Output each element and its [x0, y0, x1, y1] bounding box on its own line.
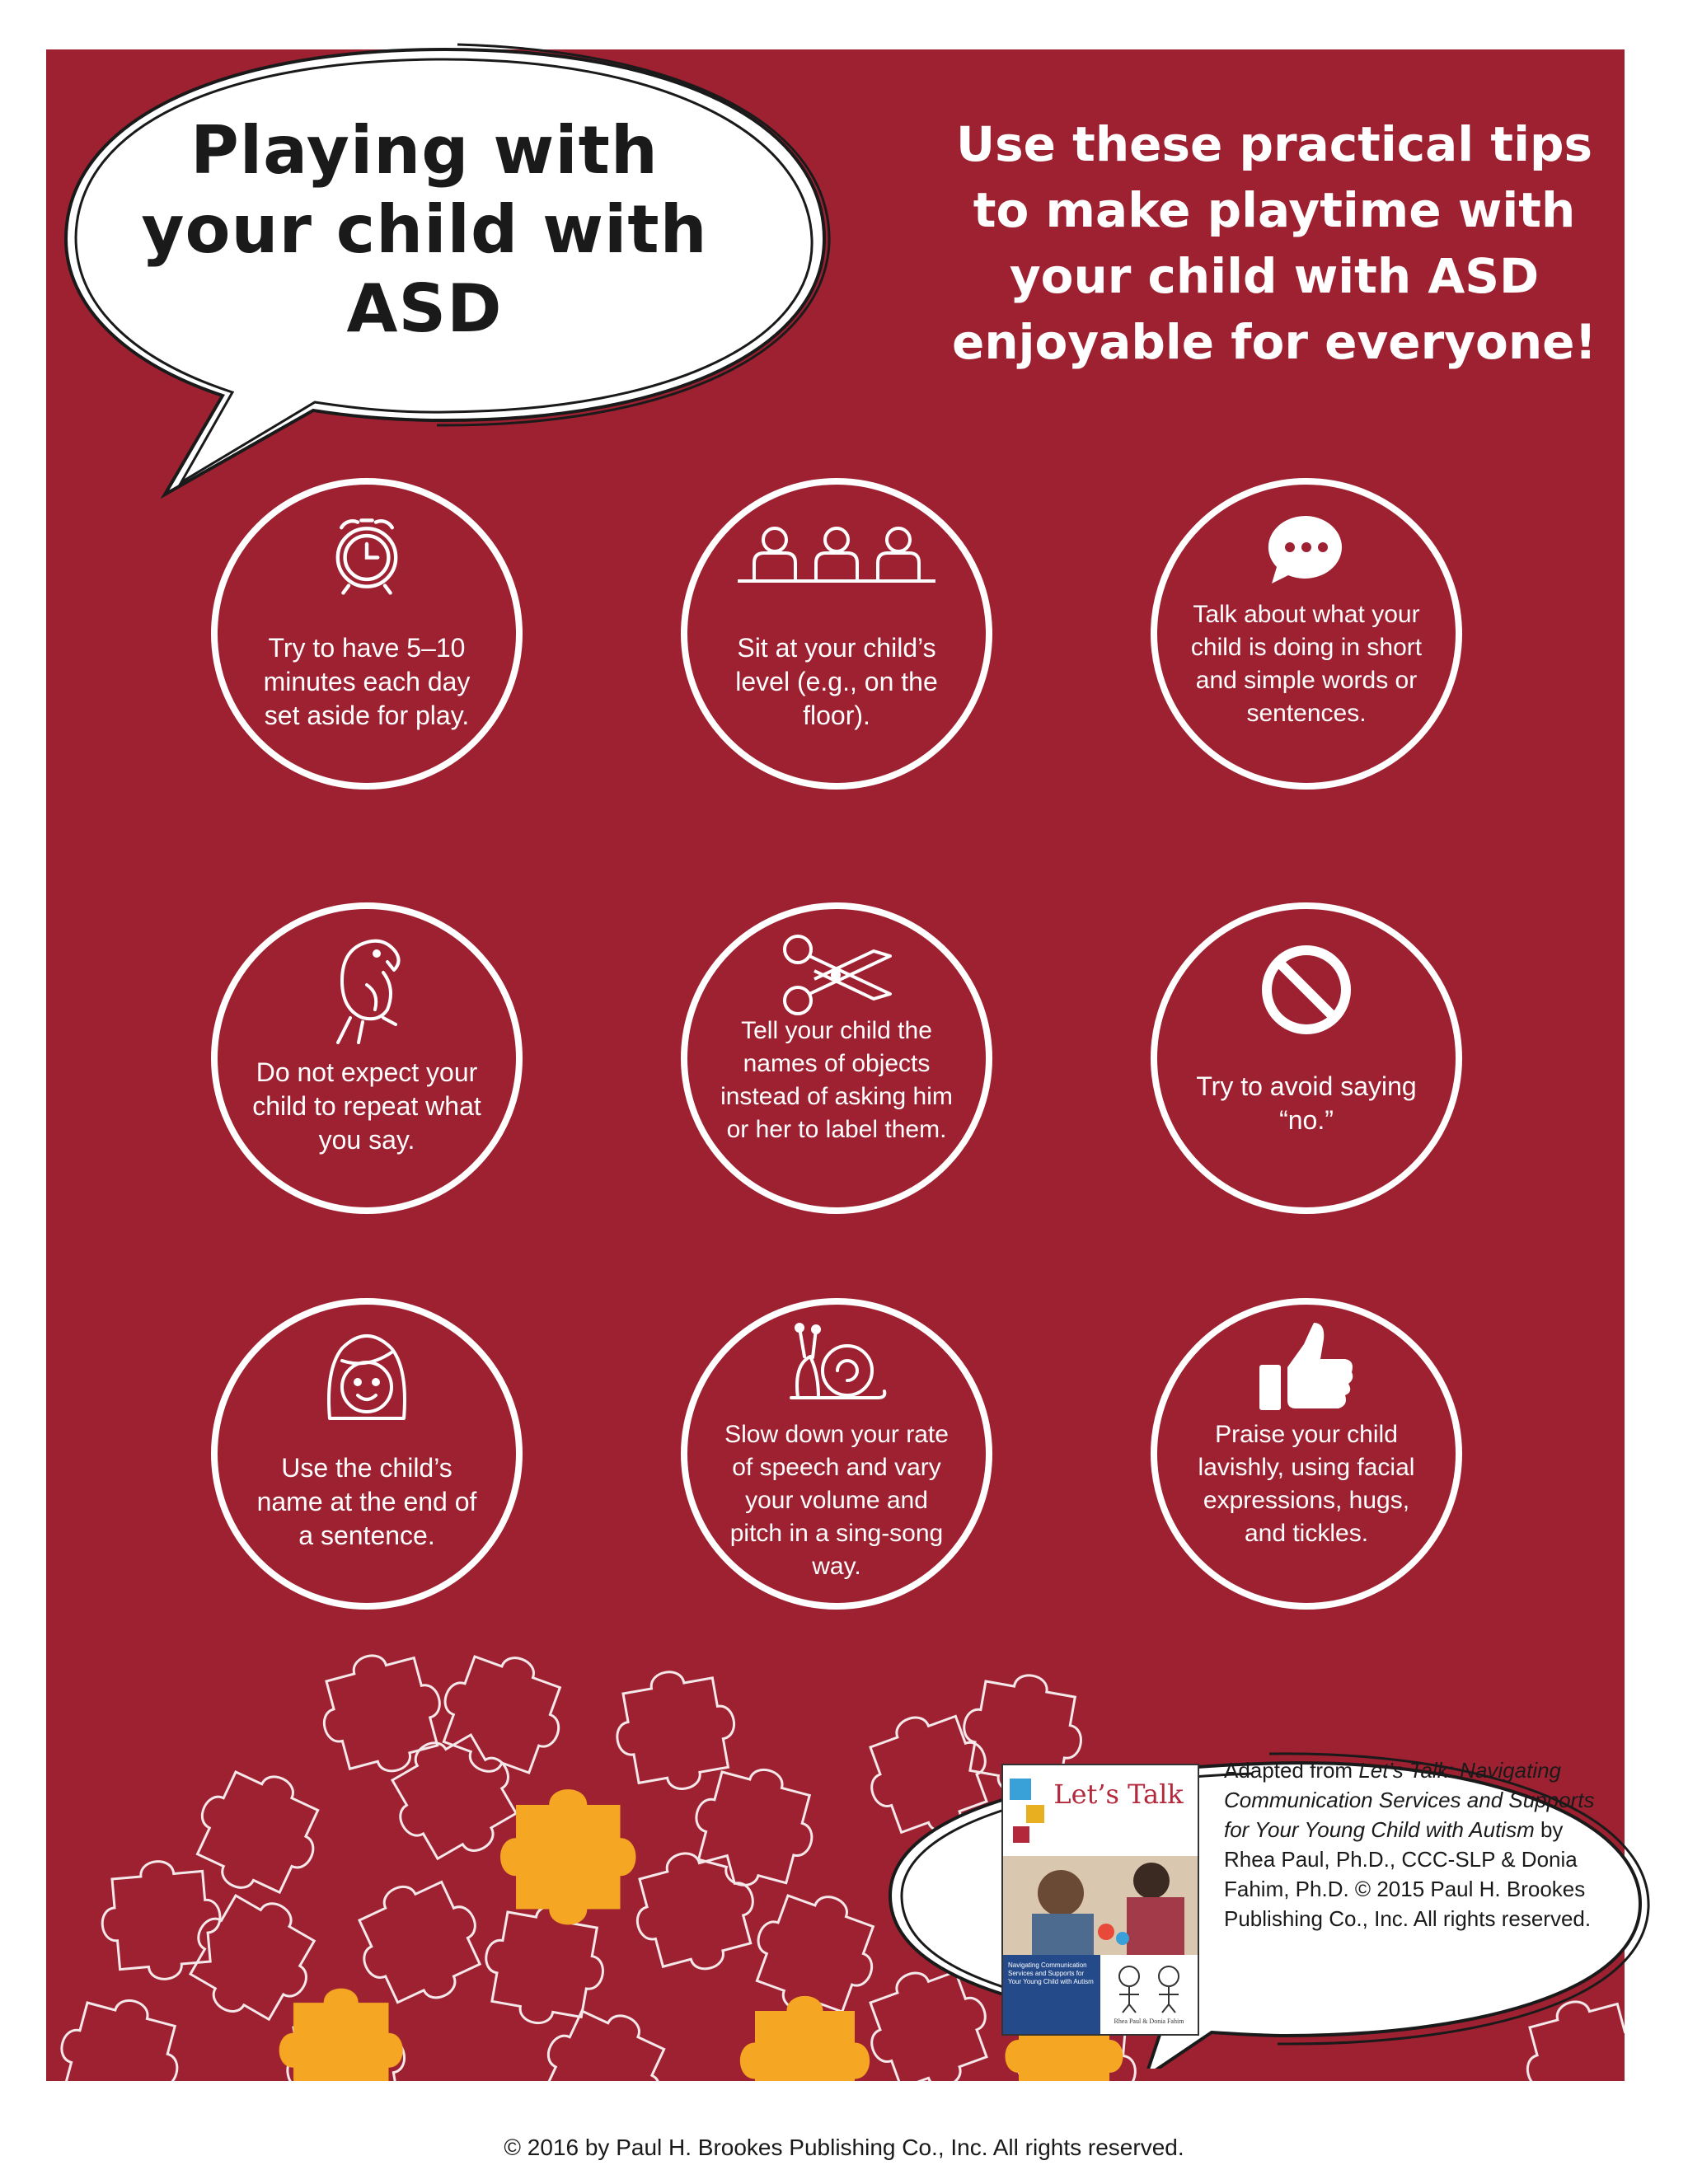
tip-text: Sit at your child’s level (e.g., on the floor). — [735, 633, 938, 730]
people-at-table-icon — [729, 522, 944, 596]
tip-text: Use the child’s name at the end of a sentence. — [256, 1453, 477, 1550]
tip-circle-name-objects — [681, 902, 992, 1214]
tip-circle-avoid-no — [1151, 902, 1462, 1214]
copyright-footer: © 2016 by Paul H. Brookes Publishing Co., Inc. All rights reserved. — [504, 2135, 1184, 2160]
thumbs-up-icon — [1253, 1319, 1360, 1418]
no-sign-icon — [1257, 940, 1356, 1039]
tip-text: Slow down your rate of speech and vary your volume and pitch in a sing-song way. — [724, 1421, 949, 1580]
cover-photo-image — [1003, 1856, 1198, 1955]
tip-circle-talk — [1151, 478, 1462, 790]
citation-book-title: Let’s Talk: Navigating Communication Services and Supports for Your Young Child with Autism — [1224, 1758, 1595, 1842]
book-citation — [1224, 1755, 1620, 1933]
page-title: Playing with your child with ASD — [141, 112, 708, 347]
parrot-icon — [317, 927, 416, 1051]
tip-text: Talk about what your child is doing in short and simple words or sentences. — [1190, 601, 1423, 727]
cover-subtitle: Navigating Communication Services and Supports for Your Young Child with Autism — [1008, 1961, 1094, 1985]
snail-icon — [783, 1319, 890, 1410]
cover-kids-drawing-icon — [1106, 1961, 1193, 2014]
cover-puzzle-icon — [1006, 1772, 1056, 1854]
tip-text: Do not expect your child to repeat what you say. — [252, 1057, 481, 1155]
tip-circle-praise — [1151, 1298, 1462, 1610]
cover-subtitle-band — [1003, 1955, 1100, 2036]
tip-text: Praise your child lavishly, using facial expressions, hugs, and tickles. — [1198, 1421, 1415, 1547]
tip-text: Try to have 5–10 minutes each day set aside for play. — [263, 633, 471, 730]
tip-circle-use-name — [211, 1298, 523, 1610]
intro-text: Use these practical tips to make playtime with your child with ASD enjoyable for everyone! — [952, 116, 1597, 370]
tip-circle-slow-down — [681, 1298, 992, 1610]
cover-authors: Rhea Paul & Donia Fahim — [1114, 2018, 1184, 2025]
citation-prefix: Adapted from — [1224, 1758, 1359, 1783]
tip-text: Tell your child the names of objects instead of asking him or her to label them. — [720, 1017, 953, 1143]
scissors-icon — [775, 930, 898, 1020]
tip-text: Try to avoid saying “no.” — [1196, 1071, 1417, 1135]
speech-bubble-icon — [1261, 509, 1352, 592]
child-face-icon — [313, 1328, 420, 1427]
tip-circle-repeat — [211, 902, 523, 1214]
citation-suffix: by Rhea Paul, Ph.D., CCC-SLP & Donia Fahim, Ph.D. © 2015 Paul H. Brookes Publishing Co., Inc. All rights reserved. — [1224, 1817, 1592, 1931]
book-cover — [1001, 1764, 1199, 2036]
cover-title: Let’s Talk — [1053, 1779, 1184, 1810]
